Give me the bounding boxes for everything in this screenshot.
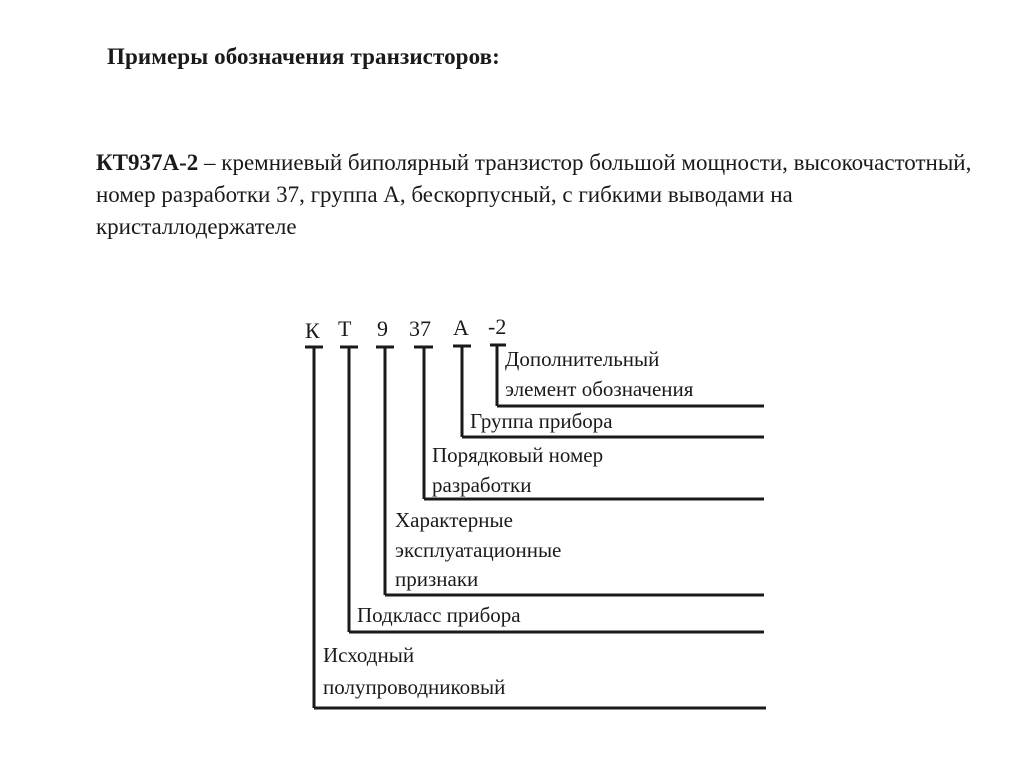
- code-part-t: Т: [338, 316, 352, 341]
- code-part-9: 9: [377, 316, 388, 341]
- code-part-2: -2: [488, 314, 507, 339]
- label-material-line1: Исходный: [323, 643, 415, 667]
- label-material-line2: полупроводниковый: [323, 675, 506, 699]
- label-subclass: Подкласс прибора: [357, 603, 521, 627]
- description-code: КТ937А-2: [96, 150, 199, 175]
- label-group: Группа прибора: [470, 409, 613, 433]
- label-features-line2: эксплуатационные: [395, 538, 562, 562]
- label-features-line1: Характерные: [395, 508, 513, 532]
- label-additional-line1: Дополнительный: [505, 347, 660, 371]
- code-part-37: 37: [409, 316, 431, 341]
- code-part-k: К: [305, 318, 320, 343]
- label-serial-line1: Порядковый номер: [432, 443, 604, 467]
- code-part-a: А: [453, 315, 469, 340]
- label-features-line3: признаки: [395, 567, 479, 591]
- label-serial-line2: разработки: [432, 473, 532, 497]
- label-additional-line2: элемент обозначения: [505, 377, 694, 401]
- slide-title: Примеры обозначения транзисторов:: [107, 44, 500, 69]
- description-text: – кремниевый биполярный транзистор большой мощности, высокочастотный, номер разработки 37, группа А, бескорпусный, с гибкими выводами на кристаллодержателе: [96, 150, 972, 239]
